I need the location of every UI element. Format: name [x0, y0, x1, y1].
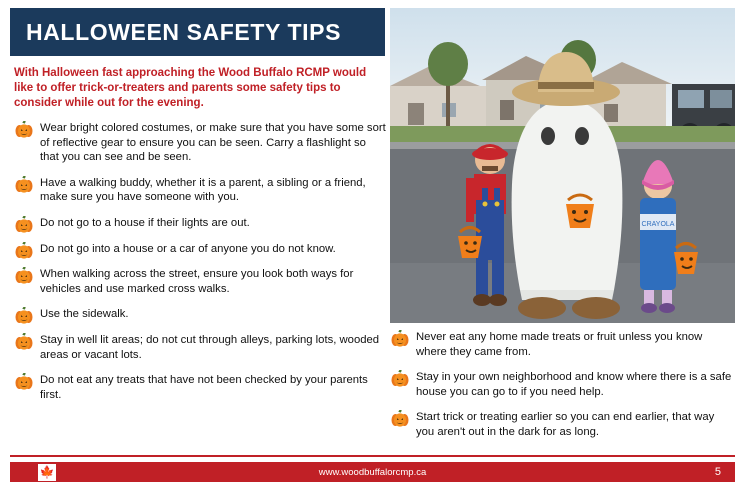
tip-text: Wear bright colored costumes, or make sure that you have some sort of reflective gear to ensure you can be seen. Carry a flashlight so that you can see and be seen. — [40, 122, 386, 164]
tip-text: When walking across the street, ensure you look both ways for vehicles and use marked cross walks. — [40, 268, 354, 295]
title-bar — [10, 8, 385, 56]
pumpkin-icon — [14, 242, 34, 259]
tip-item — [14, 121, 386, 165]
pumpkin-icon — [14, 333, 34, 350]
tip-text: Use the sidewalk. — [40, 308, 129, 321]
pumpkin-icon — [14, 121, 34, 138]
right-column — [390, 330, 735, 451]
pumpkin-icon — [14, 373, 34, 390]
intro-paragraph: With Halloween fast approaching the Wood Buffalo RCMP would like to offer trick-or-treaters and parents some safety tips to consider while out for the evening. — [14, 67, 367, 109]
tip-item — [390, 370, 735, 399]
tip-text: Stay in well lit areas; do not cut through alleys, parking lots, wooded areas or vacant lots. — [40, 333, 380, 361]
footer-url[interactable]: www.woodbuffalorcmp.ca — [318, 466, 427, 478]
tip-text: Do not go to a house if their lights are out. — [40, 216, 250, 229]
footer-bar — [10, 462, 735, 482]
left-column — [14, 66, 386, 413]
halloween-photo — [390, 8, 735, 323]
page-title: HALLOWEEN SAFETY TIPS — [26, 18, 342, 45]
svg-text:CRAYOLA: CRAYOLA — [641, 221, 675, 228]
pumpkin-icon — [390, 330, 410, 347]
pumpkin-icon — [14, 176, 34, 193]
tip-item — [390, 410, 735, 439]
pumpkin-icon — [14, 267, 34, 284]
maple-leaf-glyph: 🍁 — [39, 465, 55, 479]
pumpkin-icon — [390, 370, 410, 387]
tip-item — [14, 176, 386, 205]
tip-item — [390, 330, 735, 359]
tip-text: Start trick or treating earlier so you can end earlier, that way you aren't out in the dark for as long. — [416, 411, 715, 438]
tip-item — [14, 307, 386, 322]
tip-text: Stay in your own neighborhood and know where there is a safe house you can go to if you need help. — [416, 371, 732, 398]
tip-text: Do not eat any treats that have not been checked by your parents first. — [40, 374, 368, 401]
tip-item — [14, 333, 386, 362]
pumpkin-icon — [14, 307, 34, 324]
pumpkin-icon — [390, 410, 410, 427]
tip-text: Have a walking buddy, whether it is a parent, a sibling or a friend, make sure you have someone with you. — [40, 176, 366, 204]
tip-item — [14, 242, 386, 257]
tip-item — [14, 267, 386, 296]
ghost-costume — [512, 52, 623, 319]
tip-text: Never eat any home made treats or fruit unless you know where they came from. — [416, 331, 703, 358]
pumpkin-icon — [14, 216, 34, 233]
tip-item — [14, 373, 386, 402]
tip-item — [14, 216, 386, 231]
page-number: 5 — [714, 466, 721, 478]
tip-text: Do not go into a house or a car of anyone you do not know. — [40, 242, 336, 255]
photo-illustration — [390, 8, 735, 323]
footer-divider — [10, 455, 735, 457]
